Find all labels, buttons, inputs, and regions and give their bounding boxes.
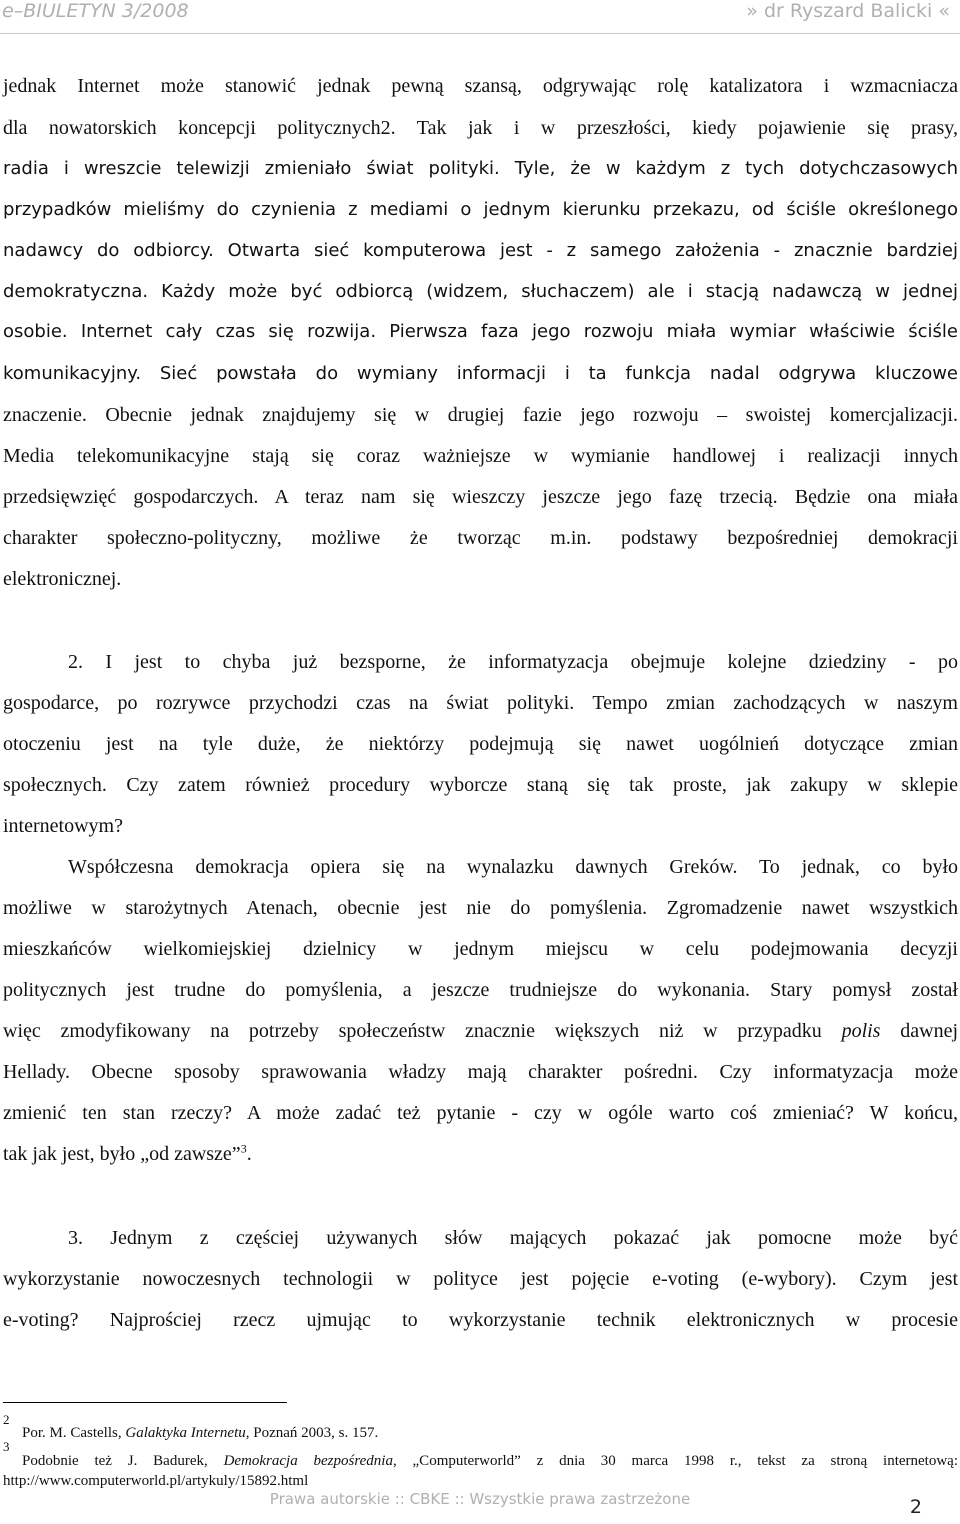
text-line: demokratyczna. Każdy może być odbiorcą (widzem, słuchaczem) ale i stacją nadawczą w jednej bbox=[3, 281, 958, 302]
footnote-2: Por. M. Castells, Galaktyka Internetu, Poznań 2003, s. 157. bbox=[22, 1425, 379, 1441]
header-publication: e–BIULETYN 3/2008 bbox=[2, 0, 189, 22]
text-line: społecznych. Czy zatem również procedury wyborcze staną się tak proste, jak zakupy w sklepie bbox=[3, 774, 958, 796]
text-line: charakter społeczno-polityczny, możliwe że tworząc m.in. podstawy bezpośredniej demokracji bbox=[3, 527, 958, 549]
text-line: komunikacyjny. Sieć powstała do wymiany informacji i ta funkcja nadal odgrywa kluczowe bbox=[3, 363, 958, 384]
text-line: osobie. Internet cały czas się rozwija. Pierwsza faza jego rozwoju miała wymiar właściwie ściśle bbox=[3, 321, 958, 342]
text-line: zmienić ten stan rzeczy? A może zadać też pytanie - czy w ogóle warto coś zmieniać? W końcu, bbox=[3, 1102, 958, 1124]
text-line: Współczesna demokracja opiera się na wynalazku dawnych Greków. To jednak, co było bbox=[68, 856, 958, 878]
text-line: więc zmodyfikowany na potrzeby społeczeństw znacznie większych niż w przypadku polis dawnej bbox=[3, 1020, 959, 1042]
page-header bbox=[0, 0, 960, 30]
text-line: przedsięwzięć gospodarczych. A teraz nam się wieszczy jeszcze jego fazę trzecią. Będzie ona miała bbox=[3, 486, 958, 508]
italic-term: polis bbox=[841, 1020, 881, 1042]
text-line: otoczeniu jest na tyle duże, że niektórzy podejmują się nawet uogólnień dotyczące zmian bbox=[3, 733, 958, 755]
footnote-number: 2 bbox=[3, 1412, 10, 1427]
text-line: politycznych jest trudne do pomyślenia, a jeszcze trudniejsze do wykonania. Stary pomysł został bbox=[3, 979, 958, 1001]
text-line: Hellady. Obecne sposoby sprawowania władzy mają charakter pośredni. Czy informatyzacja może bbox=[3, 1061, 958, 1083]
text-line: nadawcy do odbiorcy. Otwarta sieć komputerowa jest - z samego założenia - znacznie bardziej bbox=[3, 240, 958, 261]
footnote-divider bbox=[3, 1402, 287, 1403]
footnote-number: 3 bbox=[3, 1439, 10, 1454]
text-line: dla nowatorskich koncepcji politycznych2. Tak jak i w przeszłości, kiedy pojawienie się prasy, bbox=[3, 117, 958, 139]
text-line: 2. I jest to chyba już bezsporne, że informatyzacja obejmuje kolejne dziedziny - po bbox=[68, 651, 958, 673]
text-line: znaczenie. Obecnie jednak znajdujemy się w drugiej fazie jego rozwoju – swoistej komercjalizacji. bbox=[3, 404, 958, 426]
header-divider bbox=[0, 33, 960, 34]
text-line: Media telekomunikacyjne stają się coraz ważniejsze w wymianie handlowej i realizacji innych bbox=[3, 445, 958, 467]
footnote-3-link[interactable]: http://www.computerworld.pl/artykuly/15892.html bbox=[3, 1473, 309, 1489]
text-line: internetowym? bbox=[3, 815, 123, 837]
text-line: e-voting? Najprościej rzecz ujmując to wykorzystanie technik elektronicznych w procesie bbox=[3, 1309, 958, 1331]
text-line: jednak Internet może stanowić jednak pewną szansą, odgrywając rolę katalizatora i wzmacniacza bbox=[3, 75, 958, 97]
text-line: wykorzystanie nowoczesnych technologii w polityce jest pojęcie e-voting (e-wybory). Czym jest bbox=[3, 1268, 958, 1290]
text-line: elektronicznej. bbox=[3, 568, 122, 590]
text-line: przypadków mieliśmy do czynienia z mediami o jednym kierunku przekazu, od ściśle określonego bbox=[3, 199, 958, 220]
page-footer: Prawa autorskie :: CBKE :: Wszystkie prawa zastrzeżone bbox=[269, 1490, 691, 1508]
footnote-3: Podobnie też J. Badurek, Demokracja bezpośrednia, „Computerworld” z dnia 30 marca 1998 r., tekst za stroną internetową: bbox=[22, 1453, 958, 1469]
text-line: mieszkańców wielkomiejskiej dzielnicy w jednym miejscu w celu podejmowania decyzji bbox=[3, 938, 958, 960]
text-line: radia i wreszcie telewizji zmieniało świat polityki. Tyle, że w każdym z tych dotychczasowych bbox=[3, 158, 958, 179]
text-line: 3. Jednym z częściej używanych słów mających pokazać jak pomocne może być bbox=[68, 1227, 958, 1249]
header-author: » dr Ryszard Balicki « bbox=[746, 0, 950, 22]
text-line: gospodarce, po rozrywce przychodzi czas na świat polityki. Tempo zmian zachodzących w naszym bbox=[3, 692, 958, 714]
page-number: 2 bbox=[909, 1496, 922, 1518]
footnote-ref: 3 bbox=[240, 1141, 247, 1156]
text-line: możliwe w starożytnych Atenach, obecnie jest nie do pomyślenia. Zgromadzenie nawet wszystkich bbox=[3, 897, 958, 919]
text-line: tak jak jest, było „od zawsze”$^3$. bbox=[3, 1141, 252, 1165]
